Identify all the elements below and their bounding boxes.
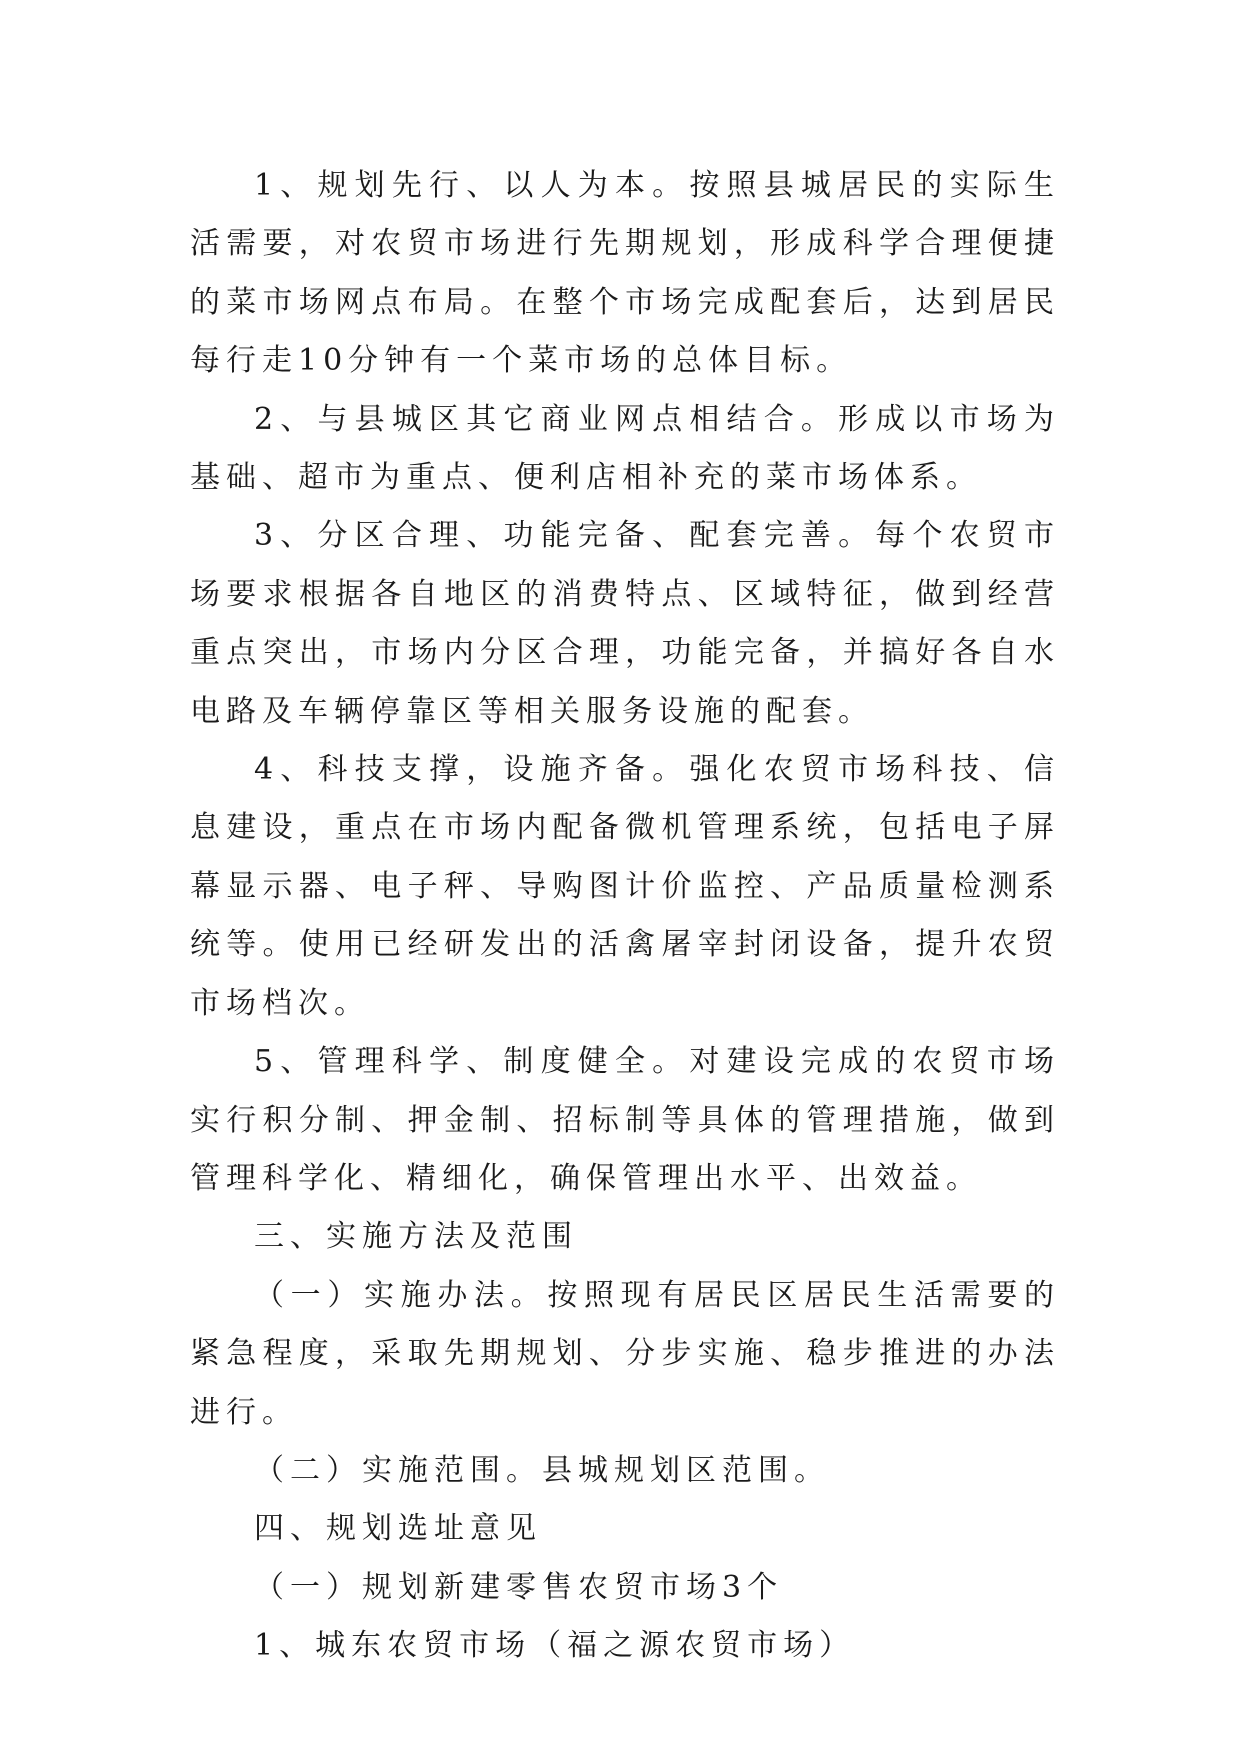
paragraph-east-market: 1、城东农贸市场（福之源农贸市场）	[254, 1628, 856, 1664]
paragraph-implementation-scope: （二）实施范围。县城规划区范围。	[254, 1452, 830, 1488]
paragraph-combine-commercial: 2、与县城区其它商业网点相结合。形成以市场为基础、超市为重点、便利店相补充的菜市场体系。	[190, 401, 1060, 496]
paragraph-zoning: 3、分区合理、功能完备、配套完善。每个农贸市场要求根据各自地区的消费特点、区域特征，做到经营重点突出，市场内分区合理，功能完备，并搞好各自水电路及车辆停靠区等相关服务设施的配套。	[190, 518, 1060, 729]
paragraph-implementation-method: （一）实施办法。按照现有居民区居民生活需要的紧急程度，采取先期规划、分步实施、稳步推进的办法进行。	[190, 1277, 1060, 1430]
paragraph-new-markets: （一）规划新建零售农贸市场3个	[254, 1569, 784, 1605]
section-heading-implementation: 三、实施方法及范围	[254, 1219, 578, 1255]
section-heading-site-selection: 四、规划选址意见	[254, 1511, 542, 1547]
document-body	[190, 157, 1060, 1676]
paragraph-technology: 4、科技支撑，设施齐备。强化农贸市场科技、信息建设，重点在市场内配备微机管理系统，包括电子屏幕显示器、电子秤、导购图计价监控、产品质量检测系统等。使用已经研发出的活禽屠宰封闭设备，提升农贸市场档次。	[190, 752, 1060, 1021]
paragraph-planning-first: 1、规划先行、以人为本。按照县城居民的实际生活需要，对农贸市场进行先期规划，形成科学合理便捷的菜市场网点布局。在整个市场完成配套后，达到居民每行走10分钟有一个菜市场的总体目标。	[190, 168, 1060, 379]
paragraph-management: 5、管理科学、制度健全。对建设完成的农贸市场实行积分制、押金制、招标制等具体的管理措施，做到管理科学化、精细化，确保管理出水平、出效益。	[190, 1044, 1060, 1196]
